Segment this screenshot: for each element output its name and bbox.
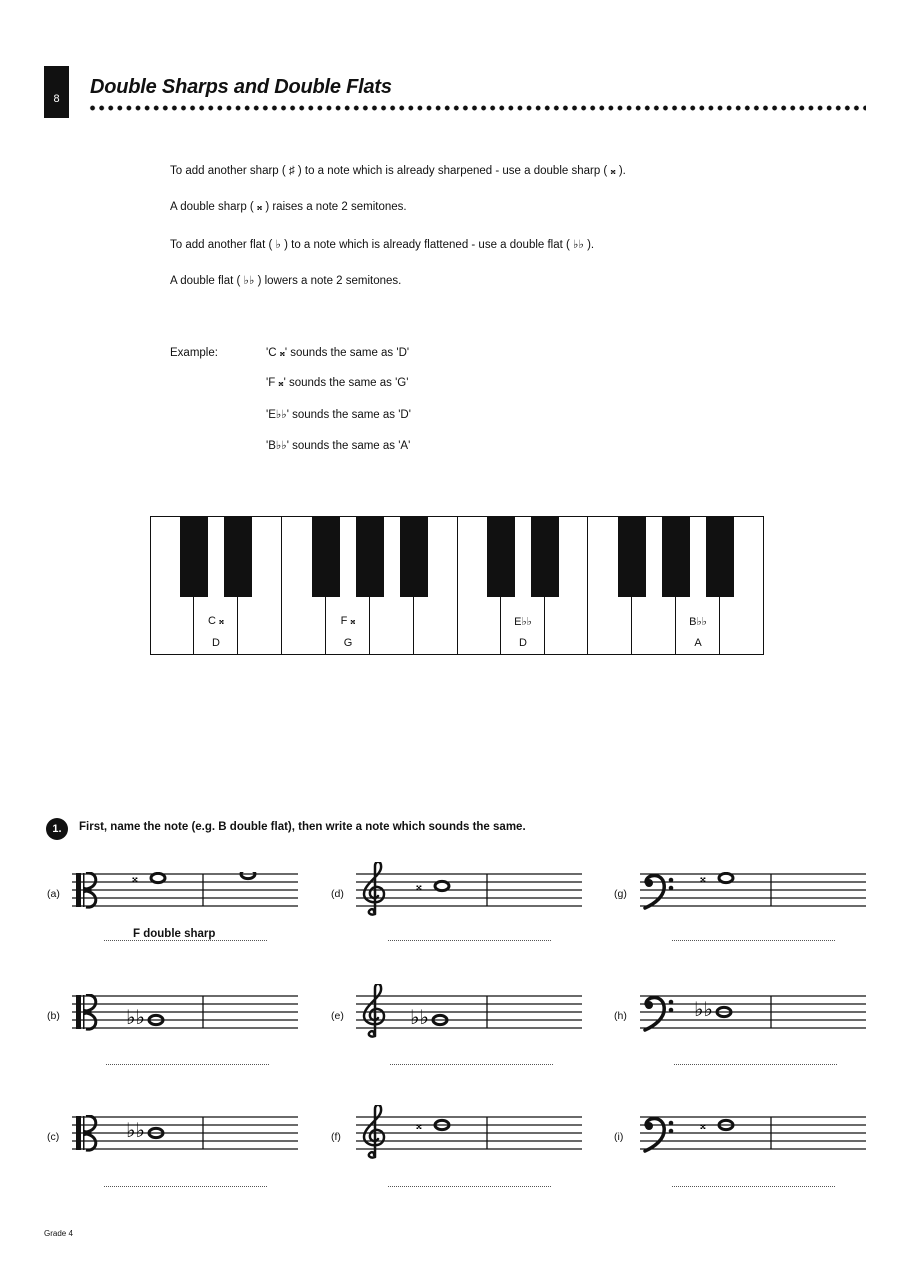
black-key xyxy=(312,517,340,597)
exercise-label: (h) xyxy=(614,1010,627,1022)
black-key xyxy=(400,517,428,597)
question-number: 1. xyxy=(46,818,68,840)
key-label-top: B♭♭ xyxy=(689,616,707,628)
double-sharp-icon: 𝄪 xyxy=(416,1118,422,1133)
exercise-label: (a) xyxy=(47,888,60,900)
key-label-bottom: A xyxy=(694,637,702,649)
answer-line[interactable] xyxy=(388,1186,551,1187)
staff-i xyxy=(640,1115,868,1163)
staff-g xyxy=(640,872,868,920)
intro-line: To add another flat ( ♭ ) to a note which is already flattened - use a double flat ( ♭♭ ). xyxy=(170,239,595,251)
exercise-label: (b) xyxy=(47,1010,60,1022)
double-sharp-icon: 𝄪 xyxy=(416,879,422,894)
example-line: 'F 𝄪' sounds the same as 'G' xyxy=(266,377,409,389)
double-flat-icon: ♭♭ xyxy=(694,997,713,1021)
answer-line[interactable] xyxy=(388,940,551,941)
key-label-top: C 𝄪 xyxy=(208,615,224,627)
double-flat-icon: ♭♭ xyxy=(126,1118,145,1142)
double-sharp-icon: 𝄪 xyxy=(700,1118,706,1133)
staff-b xyxy=(72,994,300,1042)
black-key xyxy=(531,517,559,597)
piano-keyboard xyxy=(150,516,764,655)
double-flat-icon: ♭♭ xyxy=(126,1005,145,1029)
answer-line[interactable] xyxy=(104,1186,267,1187)
black-key xyxy=(487,517,515,597)
key-label-top: E♭♭ xyxy=(514,616,532,628)
example-line: 'C 𝄪' sounds the same as 'D' xyxy=(266,347,410,359)
intro-line: A double sharp ( 𝄪 ) raises a note 2 semitones. xyxy=(170,201,407,213)
answer-line[interactable] xyxy=(672,1186,835,1187)
answer-line[interactable] xyxy=(672,940,835,941)
key-label-top: F 𝄪 xyxy=(340,615,356,627)
answer-line[interactable] xyxy=(674,1064,837,1065)
black-key xyxy=(224,517,252,597)
black-key xyxy=(662,517,690,597)
staff-h xyxy=(640,994,868,1042)
example-line: 'E♭♭' sounds the same as 'D' xyxy=(266,409,411,421)
answer-line[interactable] xyxy=(106,1064,269,1065)
double-sharp-icon: 𝄪 xyxy=(700,872,706,886)
exercise-label: (c) xyxy=(47,1131,60,1143)
black-key xyxy=(706,517,734,597)
footer-grade: Grade 4 xyxy=(44,1229,73,1238)
black-key xyxy=(356,517,384,597)
exercise-label: (d) xyxy=(331,888,344,900)
staff-c xyxy=(72,1115,300,1163)
double-flat-icon: ♭♭ xyxy=(410,1005,429,1029)
intro-line: A double flat ( ♭♭ ) lowers a note 2 semitones. xyxy=(170,275,402,287)
question-text: First, name the note (e.g. B double flat), then write a note which sounds the same. xyxy=(79,821,526,833)
key-label-bottom: D xyxy=(519,637,527,649)
staff-e xyxy=(356,984,584,1046)
staff-f xyxy=(356,1105,584,1167)
black-key xyxy=(618,517,646,597)
page-title: Double Sharps and Double Flats xyxy=(90,76,392,98)
key-label-bottom: G xyxy=(343,637,353,649)
example-line: 'B♭♭' sounds the same as 'A' xyxy=(266,440,411,452)
exercise-label: (f) xyxy=(331,1131,341,1143)
staff-a xyxy=(72,872,300,920)
exercise-label: (g) xyxy=(614,888,627,900)
double-sharp-icon: 𝄪 xyxy=(132,872,138,886)
exercise-label: (i) xyxy=(614,1131,624,1143)
answer-text: F double sharp xyxy=(133,928,216,940)
black-key xyxy=(180,517,208,597)
answer-line[interactable] xyxy=(104,940,267,941)
page-number: 8 xyxy=(44,66,69,118)
key-label-bottom: D xyxy=(212,637,220,649)
answer-line[interactable] xyxy=(390,1064,553,1065)
dotted-divider xyxy=(88,104,866,112)
intro-line: To add another sharp ( ♯ ) to a note which is already sharpened - use a double sharp ( 𝄪 ). xyxy=(170,165,626,177)
example-label: Example: xyxy=(170,347,218,359)
staff-d xyxy=(356,862,584,922)
exercise-label: (e) xyxy=(331,1010,344,1022)
